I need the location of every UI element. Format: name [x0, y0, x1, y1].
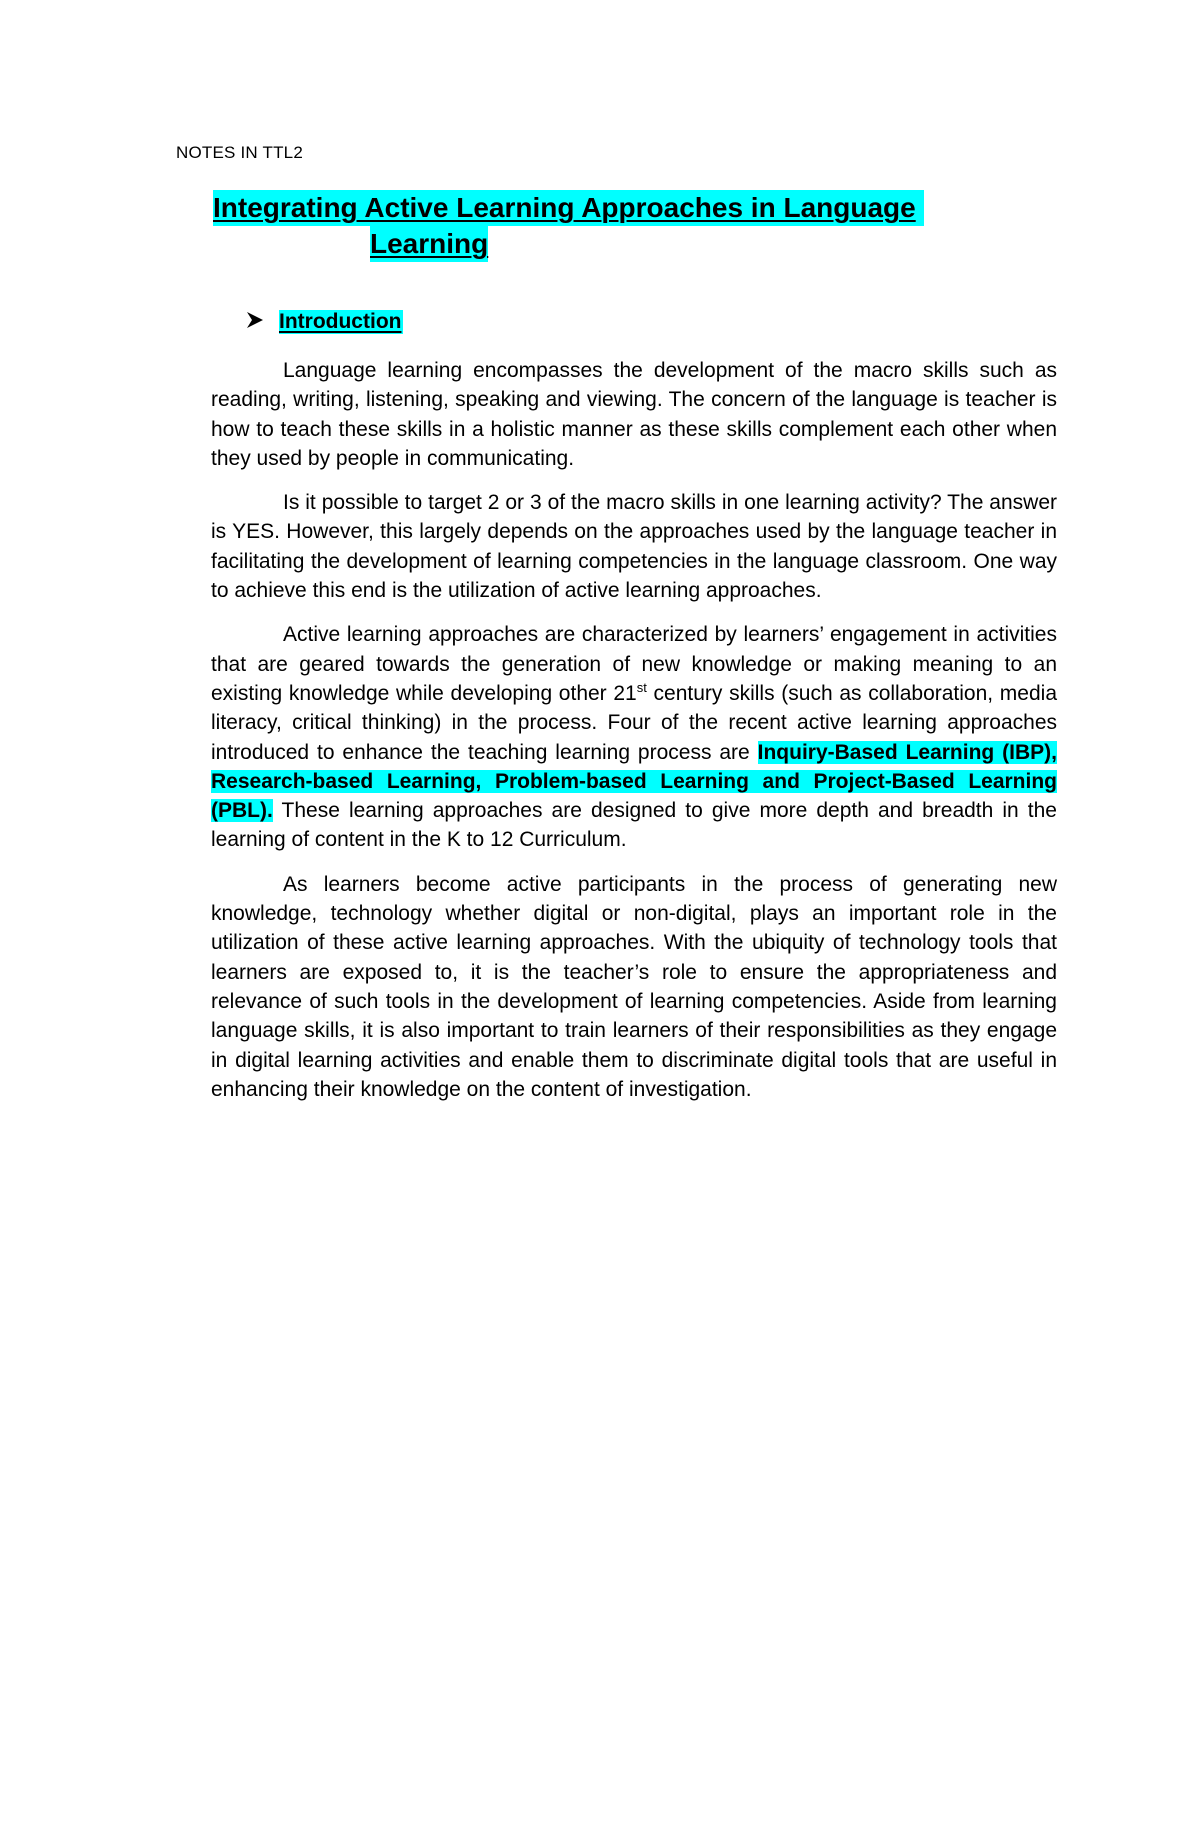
paragraph-4: As learners become active participants in the process of generating new knowledge, technology whether digital or non-digital, plays an important role in the utilization of these active learning approaches. With the ubiquity of technology tools that learners are exposed to, it is the teacher’s role to ensure the appropriateness and relevance of such tools in the development of learning competencies. Aside from learning language skills, it is also important to train learners of their responsibilities as they engage in digital learning activities and enable them to discriminate digital tools that are useful in enhancing their knowledge on the content of investigation.	[211, 872, 1057, 1101]
paragraph-1: Language learning encompasses the development of the macro skills such as reading, writing, listening, speaking and viewing. The concern of the language is teacher is how to teach these skills in a holistic manner as these skills complement each other when they used by people in communicating.	[211, 359, 1057, 470]
paragraph-3-part-3: These learning approaches are designed to give more depth and breadth in the learning of content in the K to 12 Curriculum.	[211, 799, 1057, 852]
paragraph-2: Is it possible to target 2 or 3 of the macro skills in one learning activity? The answer is YES. However, this largely depends on the approaches used by the language teacher in facilitating the development of learning competencies in the language classroom. One way to achieve this end is the utilization of active learning approaches.	[211, 491, 1057, 603]
section-heading-label: Introduction	[279, 310, 402, 333]
body-text	[211, 356, 1057, 1119]
title-line-2: Learning	[370, 226, 488, 262]
highlighted-approaches: Inquiry-Based Learning (IBP), Research-based Learning, Problem-based Learning and Project-Based Learning (PBL).	[211, 740, 1057, 823]
document-title	[213, 190, 1023, 262]
paragraph-3-part-2: century skills (such as collaboration, media literacy, critical thinking) in the process. Four of the recent active learning approaches introduced to enhance the teaching learning process are	[211, 681, 1057, 764]
paragraph-3-part-1: Active learning approaches are characterized by learners’ engagement in activities that are geared towards the generation of new knowledge or making meaning to an existing knowledge while developing other 21	[211, 623, 1057, 705]
paragraph-3	[211, 620, 1057, 854]
arrow-bullet-icon	[245, 311, 267, 333]
title-line-1: Integrating Active Learning Approaches in Language	[213, 190, 924, 226]
paragraph-3-superscript: st	[636, 679, 647, 695]
header-note: NOTES IN TTL2	[176, 143, 303, 162]
section-heading-introduction	[245, 310, 403, 334]
